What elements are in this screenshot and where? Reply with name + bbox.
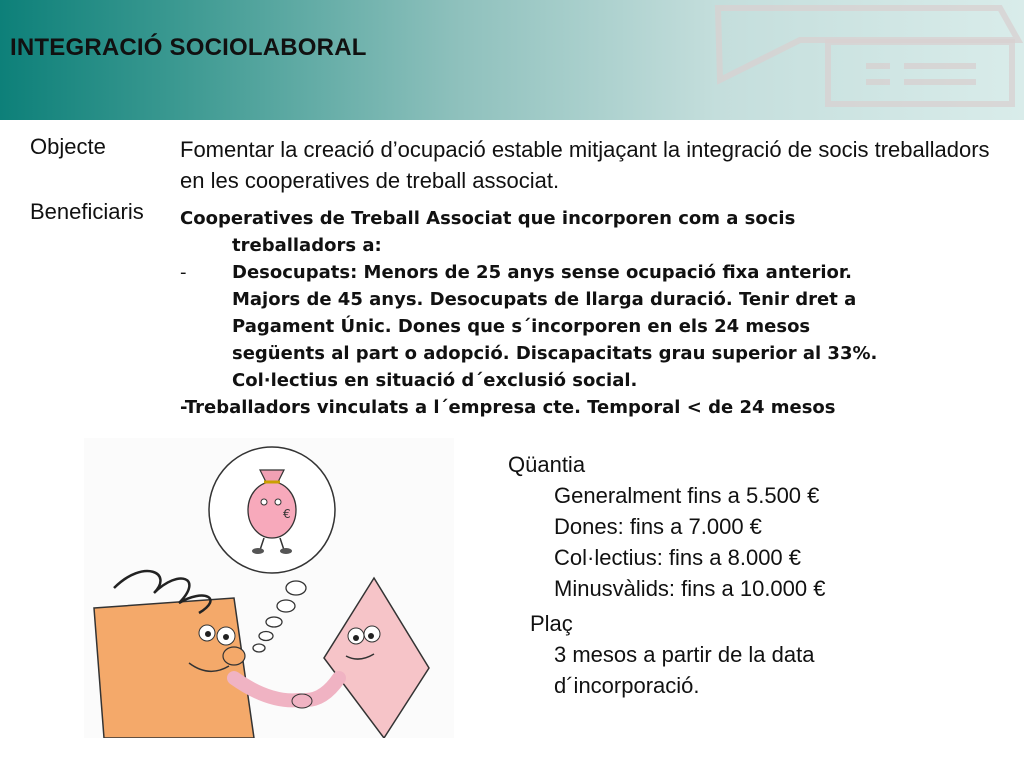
quantia-item: Dones: fins a 7.000 € xyxy=(554,514,762,539)
objecte-label: Objecte xyxy=(30,134,106,159)
quantia-item: Generalment fins a 5.500 € xyxy=(554,483,820,508)
plac-item: d´incorporació. xyxy=(554,673,700,698)
quantia-item: Col·lectius: fins a 8.000 € xyxy=(554,545,802,570)
plac-section xyxy=(530,608,814,701)
desocupats-line: - Desocupats: Menors de 25 anys sense ocupació fixa anterior. xyxy=(180,259,1000,286)
dash-bullet: - xyxy=(180,262,187,283)
plac-item: 3 mesos a partir de la data xyxy=(554,642,815,667)
quantia-section xyxy=(508,449,826,604)
desocupats-line: següents al part o adopció. Discapacitats grau superior al 33%. xyxy=(232,343,878,364)
plac-label: Plaç xyxy=(530,611,573,636)
svg-text:€: € xyxy=(283,507,291,521)
beneficiaris-intro-line: treballadors a: xyxy=(232,235,382,256)
handshake-illustration xyxy=(84,438,454,738)
beneficiaris-text xyxy=(180,205,1000,421)
treballadors-vinculats-line: -Treballadors vinculats a l´empresa cte. Temporal < de 24 mesos xyxy=(180,397,836,418)
beneficiaris-intro-line: Cooperatives de Treball Associat que incorporen com a socis xyxy=(180,208,796,229)
slide-header xyxy=(0,0,1024,120)
desocupats-line: Col·lectius en situació d´exclusió social. xyxy=(232,370,638,391)
desocupats-line: Majors de 45 anys. Desocupats de llarga duració. Tenir dret a xyxy=(232,289,857,310)
beneficiaris-label: Beneficiaris xyxy=(30,199,144,224)
desocupats-line: Pagament Únic. Dones que s´incorporen en els 24 mesos xyxy=(232,316,811,337)
quantia-label: Qüantia xyxy=(508,452,586,477)
quantia-item: Minusvàlids: fins a 10.000 € xyxy=(554,576,826,601)
slide-title: INTEGRACIÓ SOCIOLABORAL xyxy=(10,34,367,61)
document-deco-icon xyxy=(700,0,1024,120)
handshake-cartoon-icon xyxy=(84,438,454,738)
objecte-text: Fomentar la creació d’ocupació estable mitjaçant la integració de socis treballadors en les cooperatives de treball associat. xyxy=(180,137,990,193)
